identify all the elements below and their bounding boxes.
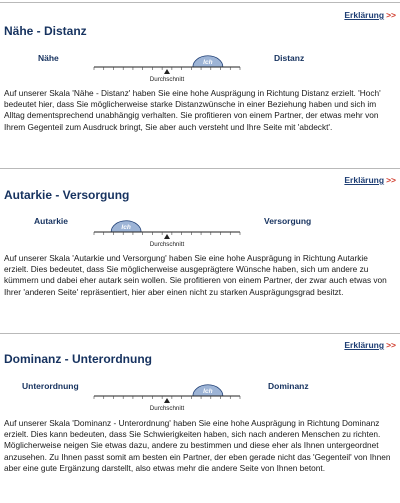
section-divider — [0, 168, 400, 169]
explain-link-label[interactable]: Erklärung — [344, 340, 385, 350]
average-label: Durchschnitt — [149, 405, 185, 411]
average-marker-icon — [164, 398, 170, 403]
explain-link-label[interactable]: Erklärung — [344, 10, 385, 20]
average-marker-icon — [164, 69, 170, 74]
average-marker-icon — [164, 234, 170, 239]
section-title: Nähe - Distanz — [4, 24, 87, 38]
explain-link[interactable] — [344, 10, 396, 20]
scale-left-label: Unterordnung — [22, 381, 79, 391]
ich-label: Ich — [203, 59, 213, 66]
average-label: Durchschnitt — [149, 76, 185, 82]
average-label: Durchschnitt — [149, 241, 185, 247]
scale-graphic — [0, 217, 400, 247]
double-chevron-right-icon: >> — [386, 10, 396, 20]
ich-label: Ich — [121, 224, 131, 231]
explain-link[interactable] — [344, 175, 396, 185]
double-chevron-right-icon: >> — [386, 175, 396, 185]
scale-left-label: Nähe — [38, 53, 59, 63]
section-divider — [0, 2, 400, 3]
scale-right-label: Dominanz — [268, 381, 309, 391]
scale-right-label: Distanz — [274, 53, 305, 63]
scale-graphic — [0, 52, 400, 82]
ich-label: Ich — [203, 388, 213, 395]
section-description: Auf unserer Skala 'Autarkie und Versorgung' haben Sie eine hohe Ausprägung in Richtung Autarkie erzielt. Dies bedeutet, dass Sie möglicherweise ausgeprägtere Wünsche haben, sich um andere zu kümmern und dabei eher autark sein wollen. Sie profitieren von einem Partner, der zwar auch etwas von Ihrer 'anderen Seite' repräsentiert, hier aber einen nicht zu starken Ausprägungsgrad besitzt. — [4, 253, 387, 297]
section-divider — [0, 333, 400, 334]
section-title: Autarkie - Versorgung — [4, 188, 130, 202]
scale-right-label: Versorgung — [264, 216, 312, 226]
section-description: Auf unserer Skala 'Nähe - Distanz' haben Sie eine hohe Ausprägung in Richtung Distanz erzielt. 'Hoch' bedeutet hier, dass Sie möglicherweise starke Distanzwünsche in einer Beziehung haben und sich im Alltag dementsprechend unabhängig verhalten. Sie profitieren von einem Partner, der etwas mehr von Ihrem Gegenteil zum Ausdruck bringt, Sie aber auch versteht und Ihre Seite mit 'abdeckt'. — [4, 88, 381, 132]
explain-link[interactable] — [344, 340, 396, 350]
scale-left-label: Autarkie — [34, 216, 69, 226]
scale-graphic — [0, 381, 400, 411]
section-description: Auf unserer Skala 'Dominanz - Unterordnung' haben Sie eine hohe Ausprägung in Richtung Dominanz erzielt. Dies kann bedeuten, dass Sie Schwierigkeiten haben, sich nach anderen Menschen zu richten. Möglicherweise neigen Sie etwas dazu, andere zu bestimmen und diese eher als Ihnen untergeordnet anzusehen. Zu Ihnen passt somit am besten ein Partner, der eben gerade nicht das 'Gegenteil' von Ihnen aber eine gute Ergänzung darstellt, also etwas mehr die andere Seite von Ihnen betont. — [4, 418, 391, 473]
double-chevron-right-icon: >> — [386, 340, 396, 350]
section-title: Dominanz - Unterordnung — [4, 352, 152, 366]
explain-link-label[interactable]: Erklärung — [344, 175, 385, 185]
